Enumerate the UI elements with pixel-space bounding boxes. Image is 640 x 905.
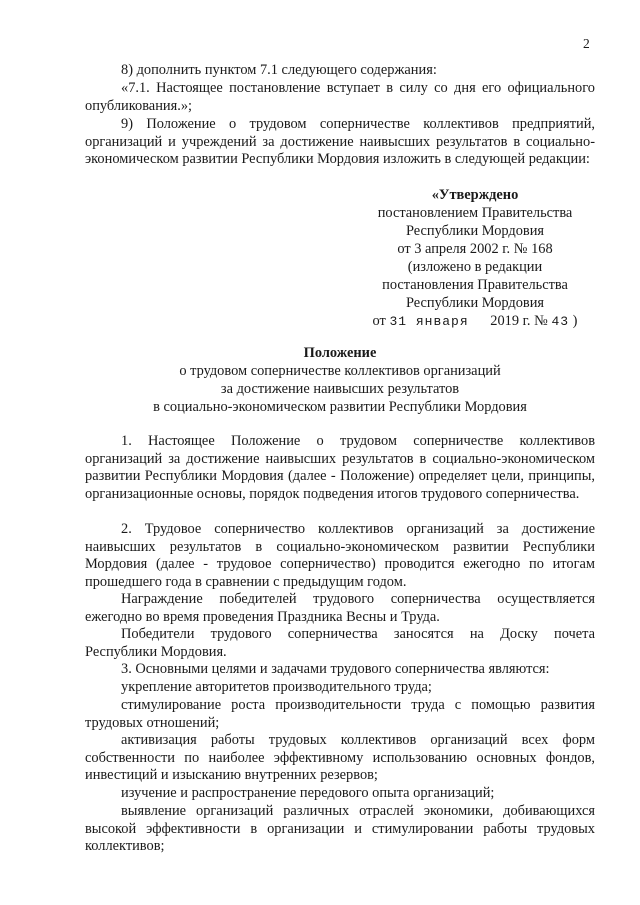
document-subtitle-1: о трудовом соперничестве коллективов организаций <box>179 363 501 379</box>
approval-line-7: Республики Мордовия <box>405 295 545 311</box>
paragraph-item-9: 9) Положение о трудовом соперничестве коллективов предприятий, организаций и учреждений за достижение наивысших результатов в социально-экономическом развитии Республики Мордовия изложить в следующей редакции: <box>85 116 595 168</box>
document-title: Положение <box>303 345 377 361</box>
page-number: 2 <box>583 36 590 51</box>
body-paragraph-2: 2. Трудовое соперничество коллективов организаций за достижение наивысших результатов в социально-экономическом развитии Республики Мордовия (далее - трудовое соперничество) проводится ежегодно по итогам прошедшего года в сравнении с предыдущим годом. <box>85 521 595 590</box>
body-paragraph-1: 1. Настоящее Положение о трудовом соперничестве коллективов организаций за достижение наивысших результатов в социально-экономическом развитии Республики Мордовия (далее - Положение) определяет цели, принципы, организационные основы, порядок подведения итогов трудового соперничества. <box>85 433 595 502</box>
body-paragraph-10: выявление организаций различных отраслей экономики, добивающихся высокой эффективности в организации и стимулировании работы трудовых коллективов; <box>85 803 595 855</box>
body-paragraph-3: Награждение победителей трудового соперничества осуществляется ежегодно во время проведения Праздника Весны и Труда. <box>85 591 595 625</box>
paragraph-item-8: 8) дополнить пунктом 7.1 следующего содержания: <box>121 62 437 78</box>
approval-line-8 <box>340 313 610 331</box>
approval-line-5: (изложено в редакции <box>407 259 543 275</box>
approval-from: от <box>372 313 386 329</box>
approval-line-4: от 3 апреля 2002 г. № 168 <box>397 241 553 257</box>
approval-line-3: Республики Мордовия <box>405 223 545 239</box>
body-paragraph-9: изучение и распространение передового опыта организаций; <box>121 785 495 801</box>
approval-number-filled: 43 <box>551 314 570 329</box>
approval-close-paren: ) <box>572 313 578 329</box>
body-paragraph-8: активизация работы трудовых коллективов организаций всех форм собственности по наиболее эффективному использованию основных фондов, инвестиций и изысканию внутренних резервов; <box>85 732 595 784</box>
approval-line-1: «Утверждено <box>431 187 519 203</box>
body-paragraph-5: 3. Основными целями и задачами трудового соперничества являются: <box>121 661 550 677</box>
document-subtitle-3: в социально-экономическом развитии Республики Мордовия <box>153 399 527 415</box>
body-paragraph-6: укрепление авторитетов производительного труда; <box>121 679 432 695</box>
approval-year: 2019 г. № <box>490 313 548 329</box>
document-subtitle-2: за достижение наивысших результатов <box>220 381 460 397</box>
body-paragraph-4: Победители трудового соперничества заносятся на Доску почета Республики Мордовия. <box>85 626 595 660</box>
approval-line-2: постановлением Правительства <box>377 205 573 221</box>
paragraph-item-7-1: «7.1. Настоящее постановление вступает в силу со дня его официального опубликования.»; <box>85 80 595 114</box>
body-paragraph-7: стимулирование роста производительности труда с помощью развития трудовых отношений; <box>85 697 595 731</box>
approval-line-6: постановления Правительства <box>382 277 568 293</box>
approval-date-filled: 31 января <box>389 314 469 329</box>
